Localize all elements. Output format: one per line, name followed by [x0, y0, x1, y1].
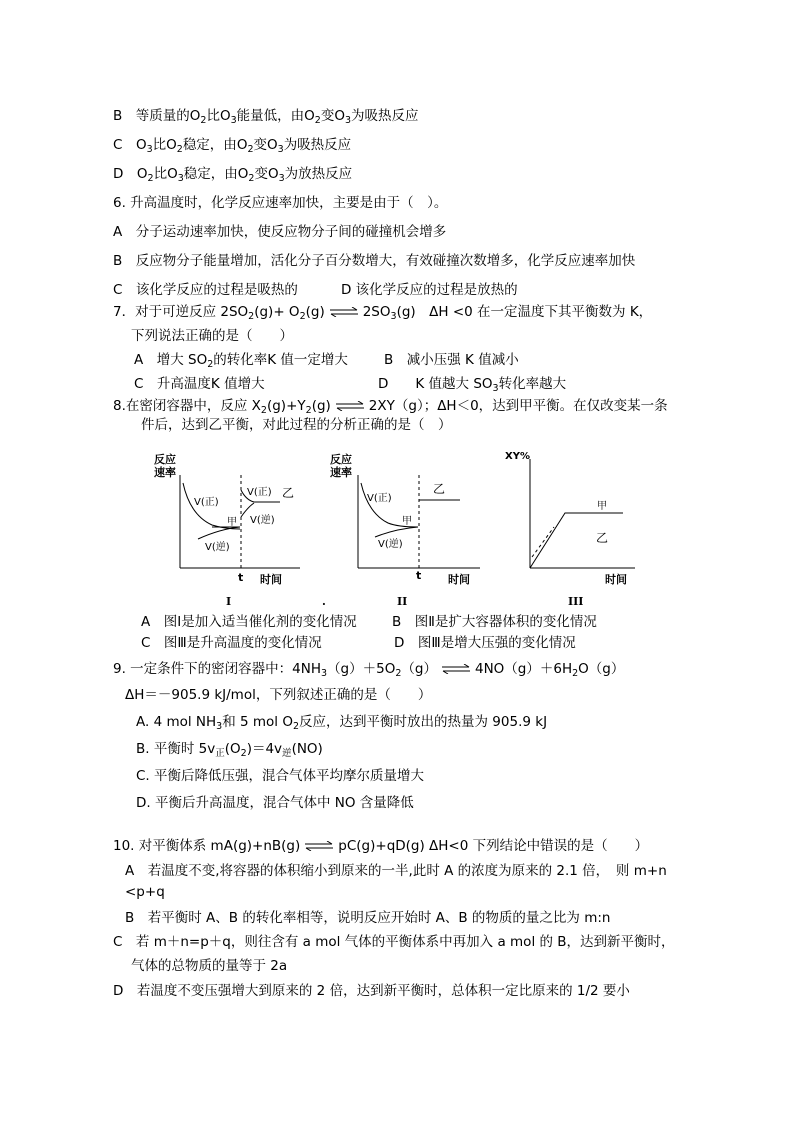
text: 4NO（g）＋6H — [474, 661, 573, 677]
t-label: t — [416, 569, 422, 582]
subscript: 3 — [344, 115, 352, 126]
text: (O — [224, 741, 241, 757]
figure-1-caption: I — [226, 595, 232, 608]
text: (g) — [305, 304, 325, 320]
figure-1 — [150, 445, 300, 590]
q6-option-a: A 分子运动速率加快，使反应物分子间的碰撞机会增多 — [113, 224, 447, 240]
v-reverse-label-2: V(逆) — [250, 515, 275, 526]
text: 反应，达到平衡时放出的热量为 905.9 kJ — [299, 714, 548, 730]
q7-option-c: C 升高温度K 值增大 — [134, 376, 265, 392]
q6-stem: 6. 升高温度时，化学反应速率加快，主要是由于（ ）。 — [113, 195, 448, 211]
text: 能量低，由 — [236, 108, 305, 124]
subscript: 3 — [177, 173, 184, 184]
v-reverse-curve — [375, 527, 418, 537]
text: (g)+ O — [254, 304, 300, 320]
yi-label: 乙 — [596, 531, 609, 545]
subscript: 3 — [277, 144, 284, 155]
text: O — [237, 166, 249, 182]
figure-2-graph — [330, 445, 480, 590]
equilibrium-arrow-icon — [441, 664, 471, 674]
t-label: t — [238, 571, 244, 584]
yi-label: 乙 — [433, 482, 446, 496]
q9-stem-2: ΔH＝－905.9 kJ/mol，下列叙述正确的是（ ） — [125, 687, 432, 703]
text: O — [136, 166, 148, 182]
text: C — [113, 137, 136, 153]
q10-option-d: D 若温度不变压强增大到原来的 2 倍，达到新平衡时，总体积一定比原来的 1/2 要小 — [113, 983, 630, 999]
text: 比 — [153, 166, 168, 182]
q9-stem — [113, 660, 624, 683]
text: )＝4v — [246, 741, 283, 757]
caption-dot: . — [322, 595, 326, 608]
subscript: 2 — [299, 311, 306, 322]
text: 10. 对平衡体系 mA(g)+nB(g) — [113, 838, 301, 854]
subscript: 3 — [216, 721, 223, 732]
yi-label: 乙 — [282, 486, 295, 500]
subscript: 2 — [314, 115, 321, 126]
subscript: 3 — [278, 173, 285, 184]
text: 2XY（g）；ΔH＜0，达到甲平衡。在仅改变某一条 — [368, 398, 668, 414]
q6-option-b: B 反应物分子能量增加，活化分子百分数增大，有效碰撞次数增多，化学反应速率加快 — [113, 253, 636, 269]
jia-label: 甲 — [227, 517, 237, 528]
text: 稳定，由 — [183, 166, 238, 182]
figure-3-graph — [505, 445, 635, 590]
subscript: 2 — [572, 668, 579, 679]
subscript: 2 — [147, 173, 154, 184]
subscript: 2 — [395, 668, 402, 679]
q10-option-a-line1: A 若温度不变,将容器的体积缩小到原来的一半,此时 A 的浓度为原来的 2.1 倍， 则 m+n — [125, 863, 667, 879]
subscript: 2 — [305, 405, 312, 416]
q7-option-b: B 减小压强 K 值减小 — [384, 352, 519, 368]
q6-option-d: D 该化学反应的过程是放热的 — [341, 282, 518, 298]
text: O — [334, 108, 345, 124]
text: 比 — [152, 137, 167, 153]
text: 变 — [253, 137, 267, 153]
text: A. 4 mol NH — [136, 714, 217, 730]
y-axis-label: XY% — [505, 451, 530, 462]
y-axis-label-bottom: 速率 — [330, 466, 352, 479]
text: 为放热反应 — [284, 166, 353, 182]
subscript: 2 — [247, 144, 254, 155]
subscript: 2 — [200, 115, 207, 126]
text: 7．对于可逆反应 2SO — [113, 304, 249, 320]
text: 变 — [254, 166, 268, 182]
text: B. 平衡时 5v — [136, 741, 216, 757]
subscript: 3 — [146, 144, 153, 155]
equilibrium-arrow-icon — [329, 307, 359, 317]
subscript: 3 — [230, 115, 237, 126]
subscript: 2 — [240, 748, 247, 759]
text: A 增大 SO — [134, 352, 208, 368]
equilibrium-arrow-icon — [304, 841, 334, 851]
subscript: 正 — [215, 748, 225, 759]
figure-1-graph — [150, 445, 300, 590]
jia-label: 甲 — [402, 516, 412, 527]
y-axis-label-top: 反应 — [330, 453, 352, 466]
subscript: 2 — [248, 311, 255, 322]
text: 的转化率K 值一定增大 — [213, 352, 348, 368]
q8-option-c: C 图Ⅲ是升高温度的变化情况 — [141, 635, 322, 651]
q7-stem-2: 下列说法正确的是（ ） — [131, 328, 293, 344]
text: O — [267, 137, 278, 153]
jia-label: 甲 — [597, 501, 607, 512]
text: (g) ΔH <0 在一定温度下其平衡数为 K， — [396, 304, 653, 320]
text: O — [189, 108, 201, 124]
q5-option-c — [113, 136, 351, 159]
text: 为吸热反应 — [283, 137, 352, 153]
y-axis-label-bottom: 速率 — [154, 466, 176, 479]
subscript: 3 — [390, 311, 397, 322]
figure-3 — [505, 445, 635, 590]
q10-option-c-line1: C 若 m＋n=p＋q，则往含有 a mol 气体的平衡体系中再加入 a mol 的 B，达到新平衡时， — [113, 934, 675, 950]
text: 变 — [320, 108, 335, 124]
text: （g）＋5O — [327, 661, 396, 677]
text: pC(g)+qD(g) ΔH<0 下列结论中错误的是（ ） — [338, 838, 649, 854]
q10-option-a-line2: <p+q — [125, 884, 165, 900]
text: O — [219, 108, 231, 124]
q9-option-a — [136, 713, 547, 736]
q8-option-a: A 图Ⅰ是加入适当催化剂的变化情况 — [141, 614, 357, 630]
figure-3-caption: III — [568, 595, 584, 608]
v-reverse-label: V(逆) — [378, 539, 403, 550]
q9-option-d: D. 平衡后升高温度，混合气体中 NO 含量降低 — [136, 795, 414, 811]
text: (NO) — [291, 741, 323, 757]
q5-option-d — [113, 165, 352, 188]
q6-option-c: C 该化学反应的过程是吸热的 — [113, 282, 298, 298]
text: O — [135, 137, 147, 153]
q7-option-d — [378, 375, 566, 398]
subscript: 2 — [176, 144, 183, 155]
figure-2 — [330, 445, 480, 590]
q7-stem — [113, 303, 652, 326]
text: D — [113, 166, 137, 182]
text: （g） — [401, 661, 437, 677]
subscript: 2 — [292, 721, 300, 732]
subscript: 3 — [492, 383, 499, 394]
v-forward-label-2: V(正) — [247, 487, 272, 498]
q8-option-d: D 图Ⅲ是增大压强的变化情况 — [394, 635, 576, 651]
text: 比 — [206, 108, 220, 124]
subscript: 2 — [207, 359, 214, 370]
text: 转化率越大 — [498, 376, 567, 392]
subscript: 2 — [260, 405, 267, 416]
q9-option-c: C. 平衡后降低压强，混合气体平均摩尔质量增大 — [136, 768, 425, 784]
v-forward-label: V(正) — [194, 497, 219, 508]
x-axis-label: 时间 — [260, 573, 282, 586]
text: 为吸热反应 — [351, 108, 419, 124]
text: O — [167, 166, 178, 182]
text: O — [304, 108, 315, 124]
q7-option-a — [134, 351, 348, 374]
curve-yi-dashed — [532, 527, 554, 557]
text: O — [236, 137, 248, 153]
text: D K 值越大 SO — [378, 376, 493, 392]
q10-option-c-line2: 气体的总物质的量等于 2a — [131, 958, 288, 974]
q8-stem-2: 件后，达到乙平衡，对此过程的分析正确的是（ ） — [141, 417, 452, 433]
v-forward-label: V(正) — [367, 493, 392, 504]
y-axis-label-top: 反应 — [154, 453, 176, 466]
text: (g)+Y — [266, 398, 306, 414]
equilibrium-arrow-icon — [335, 401, 365, 411]
x-axis-label: 时间 — [605, 573, 627, 586]
text: O — [267, 166, 279, 182]
text: 8.在密闭容器中，反应 X — [113, 398, 261, 414]
figure-2-caption: II — [397, 595, 408, 608]
x-axis-label: 时间 — [448, 573, 470, 586]
text: 稳定，由 — [182, 137, 237, 153]
v-reverse-label: V(逆) — [205, 542, 230, 553]
text: 和 5 mol O — [222, 714, 293, 730]
q10-stem — [113, 837, 648, 855]
q5-option-b — [113, 107, 419, 130]
q8-option-b: B 图Ⅱ是扩大容器体积的变化情况 — [392, 614, 597, 630]
text: O — [166, 137, 177, 153]
subscript: 2 — [248, 173, 255, 184]
subscript: 3 — [321, 668, 328, 679]
q9-option-b — [136, 740, 323, 763]
text: B 等质量的 — [113, 108, 190, 124]
q10-option-b: B 若平衡时 A、B 的转化率相等，说明反应开始时 A、B 的物质的量之比为 m:n — [125, 910, 611, 926]
text: (g) — [311, 398, 331, 414]
text: 9. 一定条件下的密闭容器中：4NH — [113, 661, 322, 677]
text: 2SO — [362, 304, 391, 320]
text: O（g） — [578, 661, 625, 677]
subscript: 逆 — [282, 748, 292, 759]
